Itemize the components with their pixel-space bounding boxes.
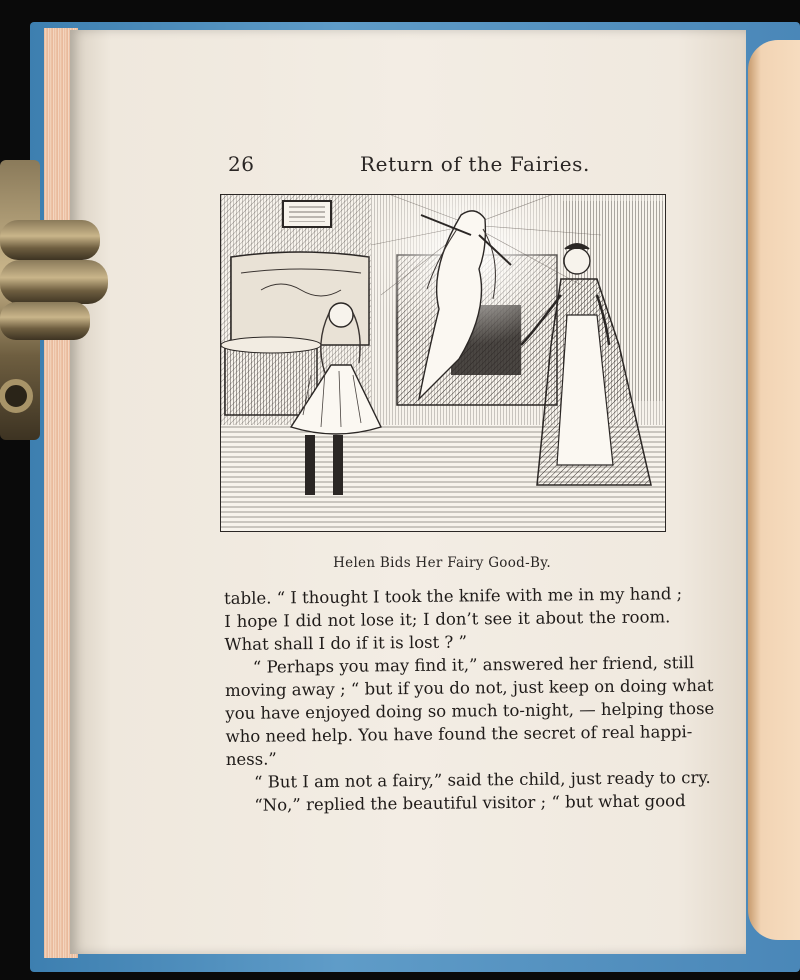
text-line: table. “ I thought I took the knife with me in my hand ; xyxy=(224,584,683,608)
brass-clamp-icon xyxy=(0,160,110,450)
text-line: I hope I did not lose it; I don’t see it about the room. xyxy=(224,607,671,631)
text-line: “ Perhaps you may find it,” answered her friend, still xyxy=(252,653,695,677)
text-line: moving away ; “ but if you do not, just keep on doing what xyxy=(224,675,714,700)
illustration-caption: Helen Bids Her Fairy Good-By. xyxy=(333,555,551,571)
text-line: ness.” xyxy=(225,749,277,769)
text-line: What shall I do if it is lost ? ” xyxy=(224,632,468,654)
running-title: Return of the Fairies. xyxy=(360,152,590,176)
engraving-illustration xyxy=(220,194,666,532)
page-number: 26 xyxy=(228,152,255,176)
illustration-drawing xyxy=(221,195,665,531)
text-line: “ But I am not a fairy,” said the child, just ready to cry. xyxy=(253,767,711,792)
text-line: you have enjoyed doing so much to-night, — helping those xyxy=(225,698,715,723)
facing-page xyxy=(748,40,800,940)
text-line: who need help. You have found the secret of real happi- xyxy=(225,722,693,746)
body-text xyxy=(224,582,715,817)
text-line: “No,” replied the beautiful visitor ; “ but what good xyxy=(254,791,686,815)
